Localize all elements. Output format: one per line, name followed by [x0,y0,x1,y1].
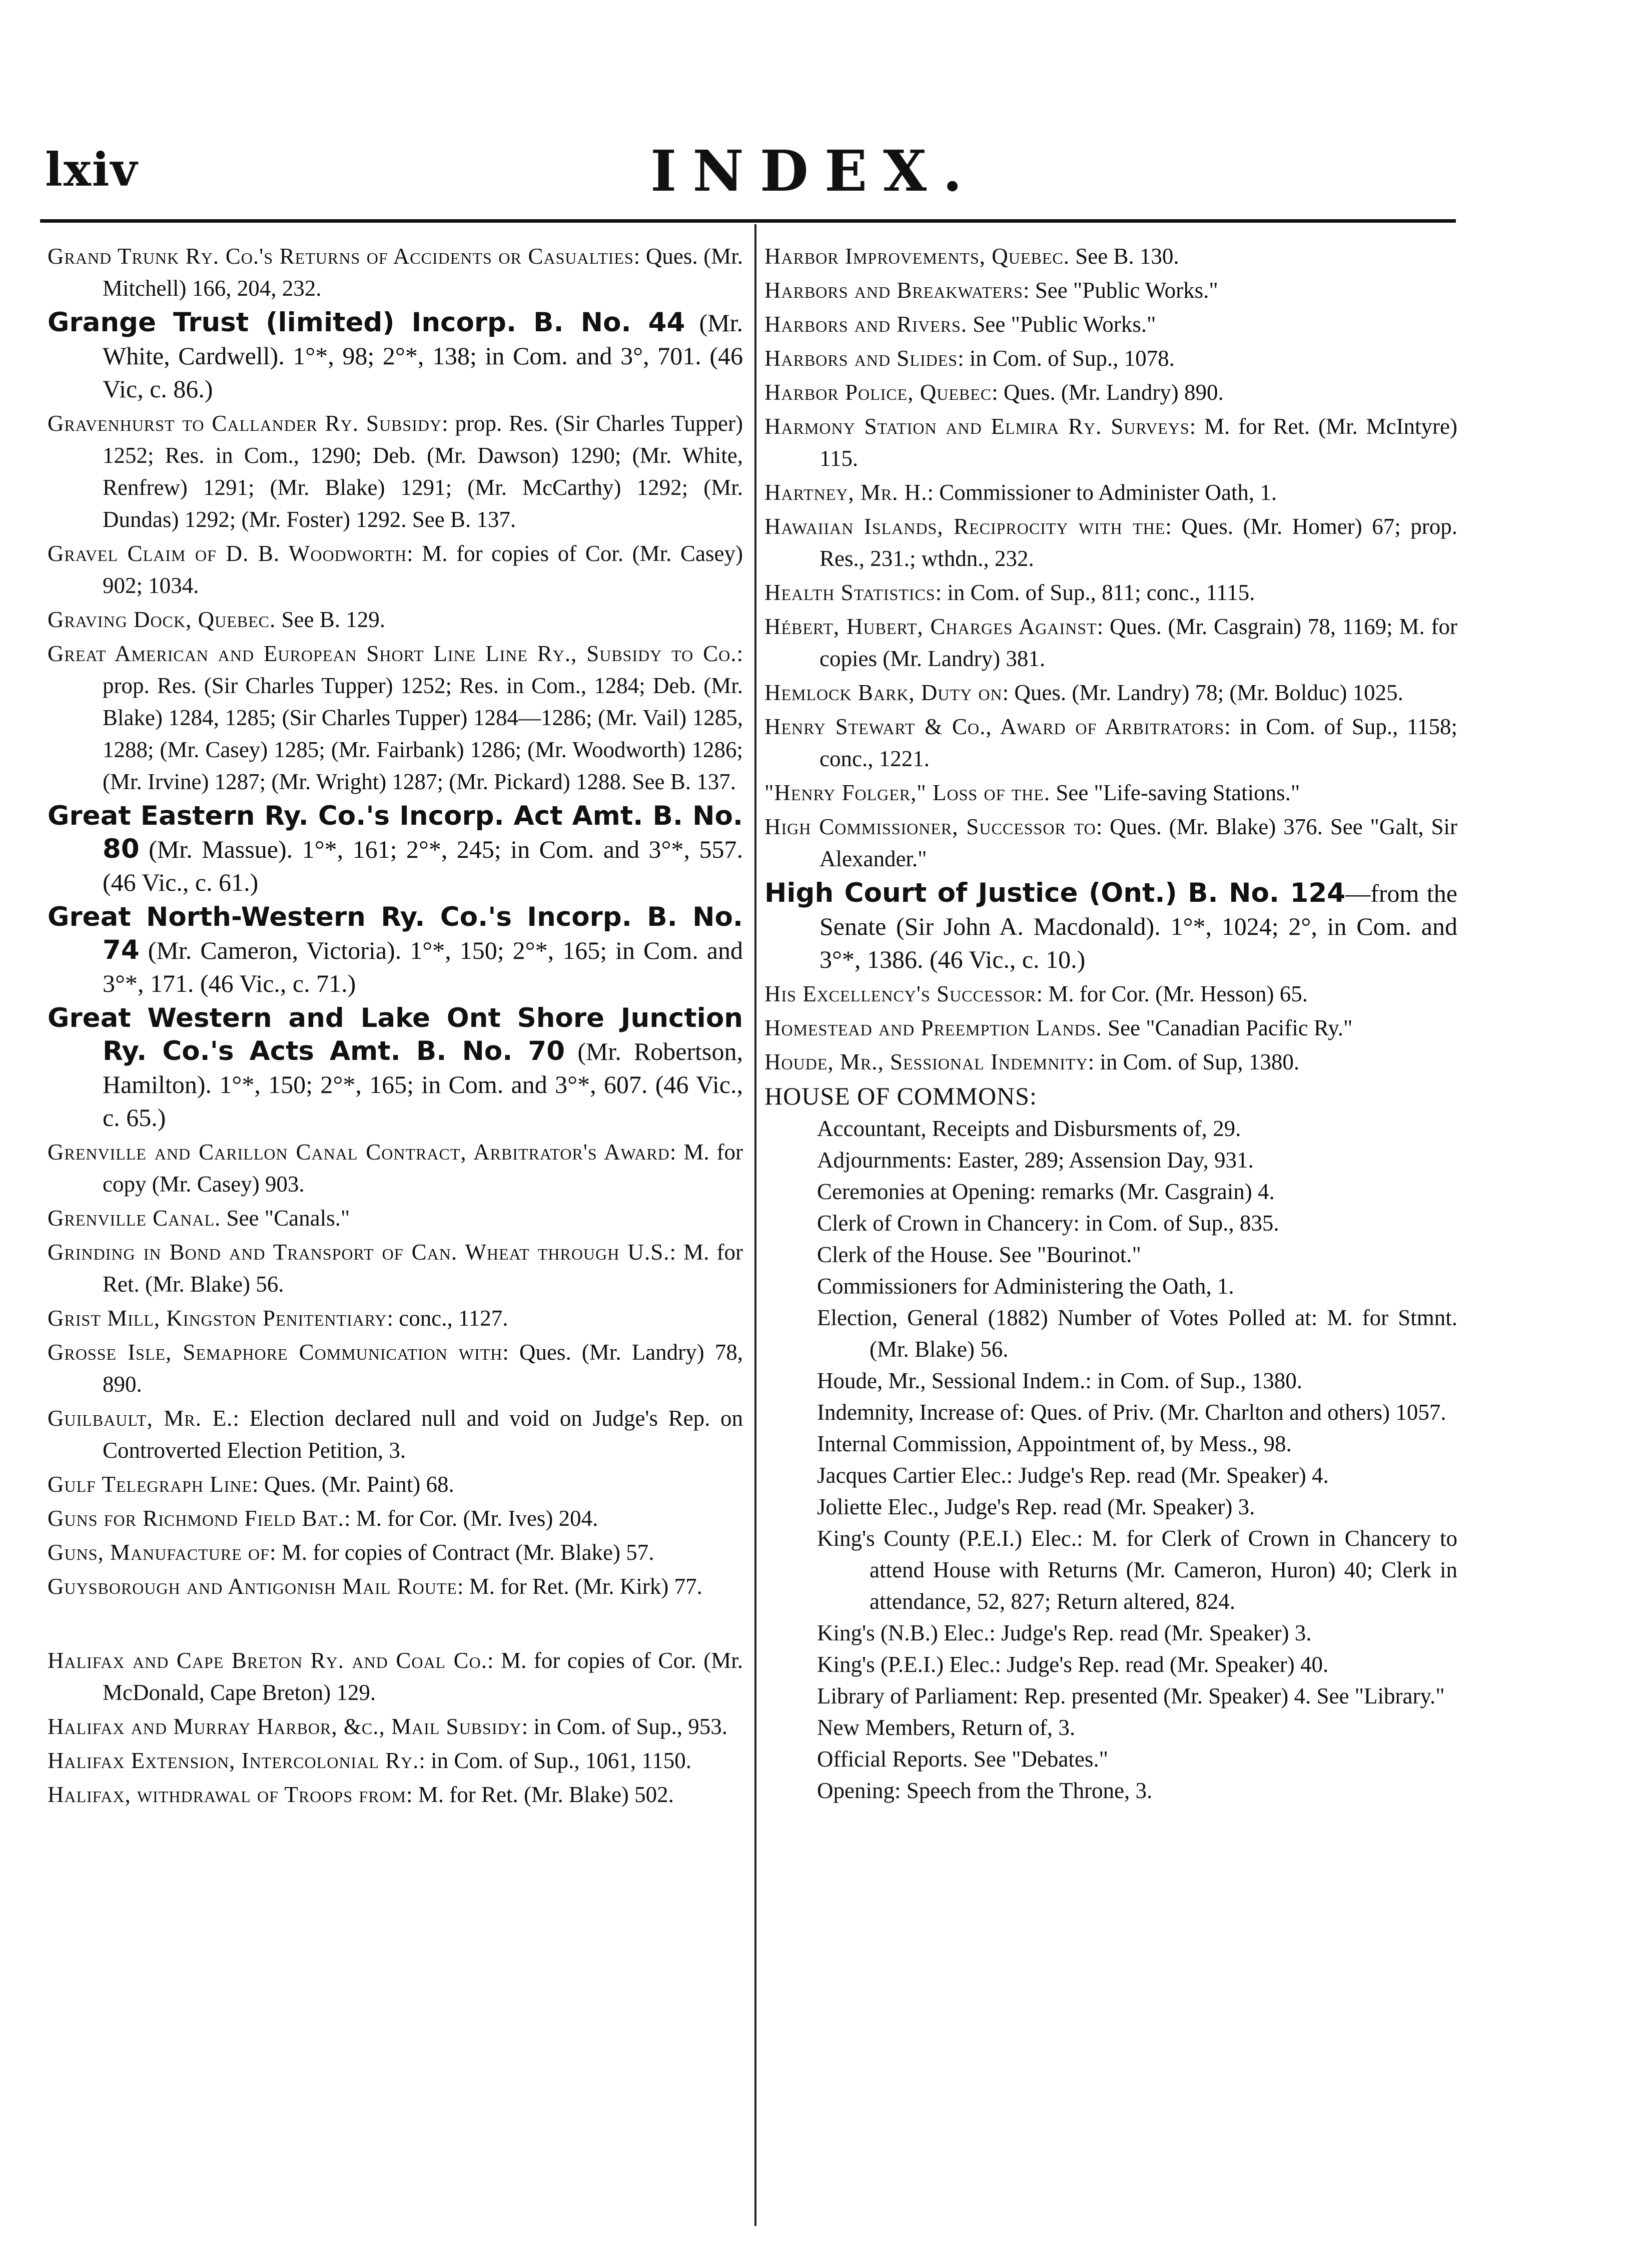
entry-references: See "Life-saving Stations." [1050,780,1300,805]
index-entry [764,877,1457,976]
entry-heading: Gravenhurst to Callander Ry. Subsidy [48,411,442,436]
entry-references: : prop. Res. (Sir Charles Tupper) 1252; Res. in Com., 1284; Deb. (Mr. Blake) 1284, 1285; (Sir Charles Tupper) 1284—1286; (Mr. Vail) 1285, 1288; (Mr. Casey) 1285; (Mr. Fairbank) 1286; (Mr. Woodworth) 1286; (Mr. Irvine) 1287; (Mr. Wright) 1287; (Mr. Pickard) 1288. See B. 137. [103,641,743,794]
entry-heading: Hébert, Hubert, Charges Against [764,614,1097,639]
index-entry [764,1046,1457,1078]
house-of-commons-entry: King's (P.E.I.) Elec.: Judge's Rep. read (Mr. Speaker) 40. [817,1652,1329,1677]
house-of-commons-entry: Accountant, Receipts and Disbursments of, 29. [817,1116,1241,1141]
house-of-commons-entry: Commissioners for Administering the Oath, 1. [817,1274,1234,1299]
entry-heading: Harbors and Slides [764,346,958,371]
entry-references: : Ques. (Mr. Landry) 78, 890. [103,1340,743,1397]
house-of-commons-entry: Opening: Speech from the Throne, 3. [817,1778,1153,1803]
house-of-commons-heading: HOUSE OF COMMONS: [764,1082,1037,1110]
house-of-commons-entry: Ceremonies at Opening: remarks (Mr. Casgrain) 4. [817,1179,1275,1204]
entry-references: : M. for Ret. (Mr. Blake) 56. [103,1240,743,1297]
entry-references: : Ques. (Mr. Paint) 68. [252,1472,454,1497]
entry-references: See "Canals." [221,1206,350,1231]
index-entry [764,777,1457,809]
entry-references: : M. for copies of Cor. (Mr. McDonald, Cape Breton) 129. [103,1648,743,1705]
entry-heading: High Commissioner, Successor to [764,814,1096,839]
entry-heading: Grenville and Carillon Canal Contract, Arbitrator's Award [48,1140,670,1165]
entry-references: See B. 130. [1069,244,1179,269]
entry-heading: High Court of Justice (Ont.) B. No. 124 [764,878,1346,908]
index-entry [764,811,1457,875]
house-of-commons-entry: Joliette Elec., Judge's Rep. read (Mr. Speaker) 3. [817,1494,1255,1519]
entry-heading: Guns, Manufacture of [48,1540,270,1565]
index-entry [48,638,743,798]
index-entry [764,510,1457,575]
house-of-commons-entry: Library of Parliament: Rep. presented (Mr. Speaker) 4. See "Library." [817,1683,1445,1709]
house-of-commons-entry: Indemnity, Increase of: Ques. of Priv. (Mr. Charlton and others) 1057. [817,1400,1446,1425]
index-entry [48,1468,743,1500]
index-entry [48,1745,743,1777]
entry-heading: Houde, Mr., Sessional Indemnity [764,1049,1088,1074]
index-entry [48,1644,743,1709]
entry-heading: Halifax, withdrawal of Troops from [48,1782,406,1807]
index-entry [764,611,1457,675]
entry-references: : in Com. of Sup., 953. [521,1714,727,1739]
house-of-commons-entry: New Members, Return of, 3. [817,1715,1076,1740]
entry-heading: Grand Trunk Ry. Co.'s Returns of Accidents or Casualties [48,244,634,269]
entry-heading: Halifax and Cape Breton Ry. and Coal Co. [48,1648,488,1673]
entry-heading: Hemlock Bark, Duty on [764,680,1003,705]
index-entry [48,1402,743,1466]
entry-heading: Guysborough and Antigonish Mail Route [48,1574,457,1599]
entry-references: : prop. Res. (Sir Charles Tupper) 1252; Res. in Com., 1290; Deb. (Mr. Dawson) 1290; (Mr. White, Renfrew) 1291; (Mr. Blake) 1291; (Mr. McCarthy) 1292; (Mr. Dundas) 1292; (Mr. Foster) 1292. See B. 137. [103,411,743,532]
index-entry [764,711,1457,775]
entry-spacer [48,1604,743,1644]
index-entry [48,240,743,304]
entry-heading: Grosse Isle, Semaphore Communication with [48,1340,503,1365]
entry-references: : in Com. of Sup., 1078. [958,346,1175,371]
index-entry [48,1136,743,1200]
index-entry [48,1502,743,1534]
entry-references: : in Com. of Sup, 1380. [1088,1049,1300,1074]
entry-references: : See "Public Works." [1023,278,1218,303]
house-of-commons-entry: King's County (P.E.I.) Elec.: M. for Clerk of Crown in Chancery to attend House with Returns (Mr. Cameron, Huron) 40; Clerk in attendance, 52, 827; Return altered, 824. [817,1526,1457,1614]
entry-references: (Mr. Massue). 1°*, 161; 2°*, 245; in Com. and 3°*, 557. (46 Vic., c. 61.) [103,835,743,896]
entry-references: : Ques. (Mr. Homer) 67; prop. Res., 231.; wthdn., 232. [820,514,1458,571]
entry-references: : in Com. of Sup., 1061, 1150. [419,1748,691,1773]
left-index-column [48,240,743,1813]
entry-heading: Harmony Station and Elmira Ry. Surveys [764,414,1190,439]
house-of-commons-entry: King's (N.B.) Elec.: Judge's Rep. read (Mr. Speaker) 3. [817,1620,1312,1645]
index-entry [764,342,1457,374]
index-entry [764,410,1457,474]
entry-heading: Guns for Richmond Field Bat. [48,1506,344,1531]
header-rule [40,219,1456,223]
page-number: lxiv [45,143,139,197]
index-entry [48,800,743,899]
index-entry [48,604,743,636]
entry-references: : M. for copies of Cor. (Mr. Casey) 902; 1034. [103,541,743,598]
index-entry [764,308,1457,340]
index-entry [48,1711,743,1743]
right-entries [764,240,1457,1078]
entry-references: : M. for Cor. (Mr. Ives) 204. [344,1506,598,1531]
entry-heading: Great Eastern Ry. Co.'s Incorp. Act Amt. B. No. 80 [48,801,743,864]
entry-heading: Gravel Claim of D. B. Woodworth [48,541,407,566]
index-entry [48,306,743,405]
entry-heading: Hawaiian Islands, Reciprocity with the [764,514,1166,539]
entry-heading: Grinding in Bond and Transport of Can. Wheat through U.S. [48,1240,670,1265]
entry-heading: Harbors and Rivers. [764,312,968,337]
entry-heading: Grenville Canal. [48,1206,221,1231]
house-of-commons-list [764,1113,1457,1807]
entry-heading: Harbor Police, Quebec [764,380,992,405]
entry-heading: Hartney, Mr. H. [764,480,928,505]
entry-heading: Henry Stewart & Co., Award of Arbitrators [764,714,1225,739]
page-title: INDEX. [650,139,979,204]
index-entry [48,1779,743,1811]
house-of-commons-entry: Official Reports. See "Debates." [817,1747,1108,1772]
index-entry [48,1202,743,1234]
entry-heading: Grange Trust (limited) Incorp. B. No. 44 [48,307,685,338]
index-entry [764,677,1457,709]
entry-references: (Mr. White, Cardwell). 1°*, 98; 2°*, 138; in Com. and 3°, 701. (46 Vic, c. 86.) [103,309,743,403]
entry-references: : Ques. (Mr. Landry) 78; (Mr. Bolduc) 1025. [1002,680,1403,705]
index-entry [48,407,743,535]
index-entry [764,978,1457,1010]
entry-references: : M. for Ret. (Mr. McIntyre) 115. [820,414,1457,471]
entry-references: : Ques. (Mr. Mitchell) 166, 204, 232. [103,244,743,301]
index-entry [48,901,743,1000]
entry-heading: Great Western and Lake Ont Shore Junction Ry. Co.'s Acts Amt. B. No. 70 [48,1003,743,1066]
house-of-commons-entry: Clerk of Crown in Chancery: in Com. of Sup., 835. [817,1211,1279,1236]
house-of-commons-entry: Election, General (1882) Number of Votes Polled at: M. for Stmnt. (Mr. Blake) 56. [817,1305,1457,1362]
entry-heading: "Henry Folger," Loss of the. [764,780,1051,805]
house-of-commons-entry: Clerk of the House. See "Bourinot." [817,1242,1141,1267]
entry-references: (Mr. Robertson, Hamilton). 1°*, 150; 2°*, 165; in Com. and 3°*, 607. (46 Vic., c. 65.) [103,1037,743,1131]
entry-heading: Halifax Extension, Intercolonial Ry. [48,1748,419,1773]
right-index-column [764,240,1457,1807]
index-entry [48,1570,743,1602]
entry-references: : Commissioner to Administer Oath, 1. [927,480,1277,505]
house-of-commons-entry: Houde, Mr., Sessional Indem.: in Com. of Sup., 1380. [817,1368,1302,1393]
index-entry [48,1536,743,1568]
entry-references: : Ques. (Mr. Blake) 376. See "Galt, Sir Alexander." [820,814,1457,871]
house-of-commons-entry: Adjournments: Easter, 289; Assension Day, 931. [817,1148,1254,1173]
entry-heading: Graving Dock, Quebec. [48,607,276,632]
index-entry [48,1302,743,1334]
entry-heading: Harbor Improvements, Quebec. [764,244,1070,269]
index-entry [764,1012,1457,1044]
entry-references: : Election declared null and void on Judge's Rep. on Controverted Election Petition, 3. [103,1406,743,1463]
entry-references: See "Public Works." [967,312,1156,337]
entry-references: : M. for copy (Mr. Casey) 903. [103,1140,743,1197]
entry-references: See "Canadian Pacific Ry." [1102,1015,1353,1040]
entry-references: See B. 129. [276,607,386,632]
entry-references: : M. for Ret. (Mr. Kirk) 77. [457,1574,702,1599]
entry-references: : Ques. (Mr. Casgrain) 78, 1169; M. for copies (Mr. Landry) 381. [820,614,1458,671]
entry-references: —from the Senate (Sir John A. Macdonald). 1°*, 1024; 2°, in Com. and 3°*, 1386. (46 Vic., c. 10.) [820,879,1457,973]
index-entry [764,274,1457,306]
index-entry [764,240,1457,272]
index-entry [764,376,1457,408]
entry-references: : M. for Cor. (Mr. Hesson) 65. [1036,981,1308,1006]
column-divider [754,224,756,2226]
entry-heading: Health Statistics [764,580,936,605]
entry-references: : in Com. of Sup., 811; conc., 1115. [935,580,1255,605]
index-entry [48,1336,743,1400]
entry-heading: Harbors and Breakwaters [764,278,1023,303]
index-entry [764,476,1457,508]
entry-heading: Great North-Western Ry. Co.'s Incorp. B. No. 74 [48,902,743,965]
entry-heading: Guilbault, Mr. E. [48,1406,233,1431]
entry-references: : conc., 1127. [387,1306,508,1331]
page-header [45,139,1596,218]
entry-references: (Mr. Cameron, Victoria). 1°*, 150; 2°*, 165; in Com. and 3°*, 171. (46 Vic., c. 71.) [103,936,743,997]
entry-heading: His Excellency's Successor [764,981,1037,1006]
entry-references: : M. for copies of Contract (Mr. Blake) 57. [269,1540,654,1565]
house-of-commons-entry: Internal Commission, Appointment of, by Mess., 98. [817,1431,1292,1456]
index-entry [764,577,1457,609]
entry-heading: Gulf Telegraph Line [48,1472,253,1497]
entry-heading: Grist Mill, Kingston Penitentiary [48,1306,387,1331]
entry-heading: Great American and European Short Line Line Ry., Subsidy to Co. [48,641,737,666]
entry-references: : M. for Ret. (Mr. Blake) 502. [406,1782,674,1807]
entry-references: : Ques. (Mr. Landry) 890. [992,380,1224,405]
house-of-commons-section [764,1080,1457,1807]
entry-heading: Homestead and Preemption Lands. [764,1015,1102,1040]
index-entry [48,1236,743,1300]
index-entry [48,1002,743,1134]
index-entry [48,537,743,602]
house-of-commons-entry: Jacques Cartier Elec.: Judge's Rep. read (Mr. Speaker) 4. [817,1463,1329,1488]
entry-heading: Halifax and Murray Harbor, &c., Mail Subsidy [48,1714,522,1739]
entry-references: : in Com. of Sup., 1158; conc., 1221. [820,714,1457,771]
